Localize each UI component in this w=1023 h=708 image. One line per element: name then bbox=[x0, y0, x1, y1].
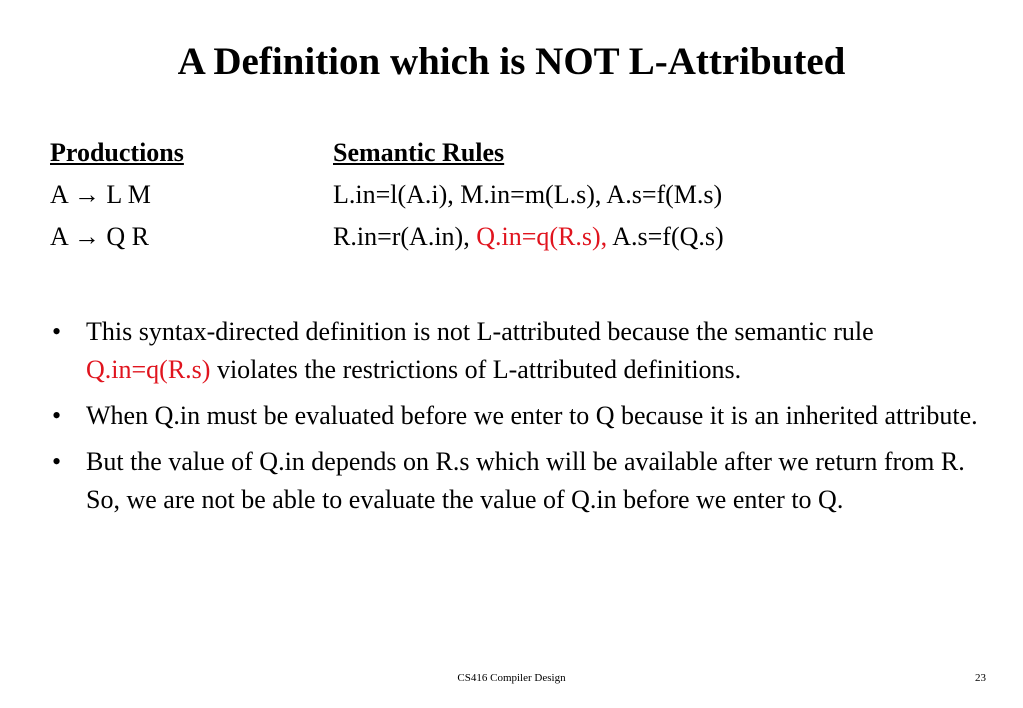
semantic-rule-cell bbox=[333, 216, 724, 258]
rule-text: L.in=l(A.i), M.in=m(L.s), A.s=f(M.s) bbox=[333, 180, 723, 209]
bullet-item bbox=[50, 443, 985, 519]
bullet-icon: • bbox=[52, 401, 62, 430]
bullet-list bbox=[50, 313, 985, 527]
bullet-text: violates the restrictions of L-attributed definitions. bbox=[210, 355, 742, 384]
rule-text: R.in=r(A.in), bbox=[333, 222, 477, 251]
bullet-icon: • bbox=[52, 317, 62, 346]
rule-text: A.s=f(Q.s) bbox=[607, 222, 724, 251]
highlighted-rule-text: Q.in=q(R.s), bbox=[476, 222, 608, 251]
bullet-text: This syntax-directed definition is not L-attributed because the semantic rule bbox=[86, 317, 874, 346]
semantic-rules-header: Semantic Rules bbox=[333, 138, 505, 167]
page-number: 23 bbox=[975, 672, 986, 684]
bullet-text: When Q.in must be evaluated before we enter to Q because it is an inherited attribute. bbox=[86, 401, 978, 430]
bullet-item bbox=[50, 397, 985, 435]
production-cell: A → Q R bbox=[50, 222, 149, 251]
semantic-rule-cell bbox=[333, 174, 722, 216]
bullet-item bbox=[50, 313, 985, 389]
productions-header: Productions bbox=[50, 138, 184, 167]
slide-title: A Definition which is NOT L-Attributed bbox=[177, 40, 846, 83]
production-cell: A → L M bbox=[50, 180, 151, 209]
bullet-icon: • bbox=[52, 447, 62, 476]
highlighted-bullet-text: Q.in=q(R.s) bbox=[86, 355, 211, 384]
bullet-text: But the value of Q.in depends on R.s which will be available after we return from R. So, we are not be able to evaluate the value of Q.in before we enter to Q. bbox=[86, 447, 965, 514]
footer-course: CS416 Compiler Design bbox=[457, 672, 566, 684]
